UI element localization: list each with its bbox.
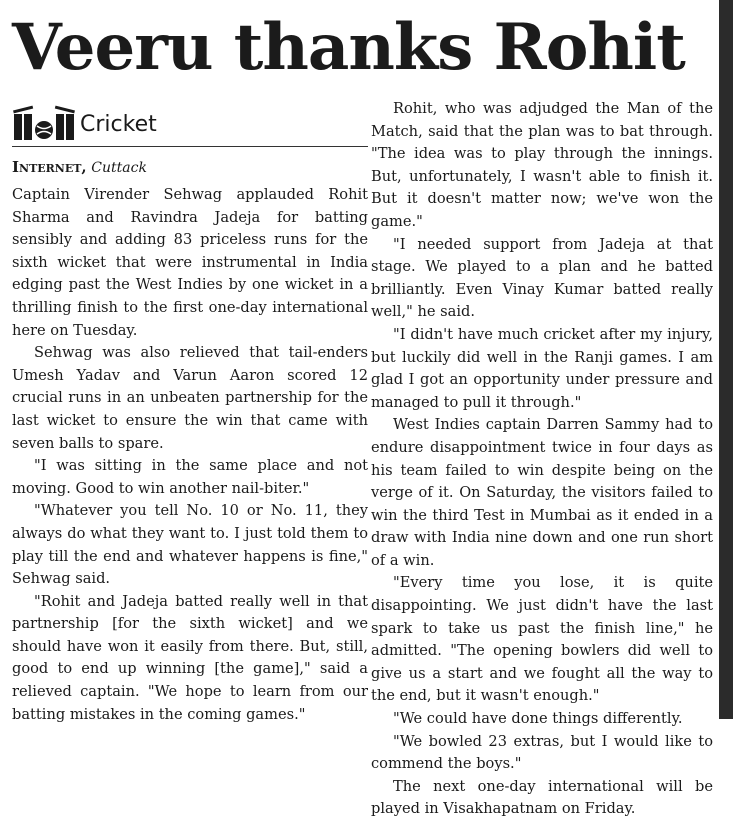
paragraph: "We bowled 23 extras, but I would like to commend the boys." <box>371 732 713 773</box>
paragraph: West Indies captain Darren Sammy had to endure disappointment twice in four days as his team failed to win despite being on the verge of it. On Saturday, the visitors failed to win the third Test in Mumbai as it ended in a draw with India nine down and one run short of a win. <box>371 416 713 569</box>
paragraph: "Whatever you tell No. 10 or No. 11, they always do what they want to. I just told them to play till the end and whatever happens is fine," Sehwag said. <box>12 502 368 588</box>
paragraph: Sehwag was also relieved that tail-enders Umesh Yadav and Varun Aaron scored 12 crucial runs in an unbeaten partnership for the last wicket to ensure the win that came with seven balls to spare. <box>12 344 368 452</box>
paragraph: "Every time you lose, it is quite disappointing. We just didn't have the last spark to take us past the finish line," he admitted. "The opening bowlers did well to give us a start and we fought all the way to the end, but it wasn't enough." <box>371 574 713 705</box>
section-rule <box>12 146 368 147</box>
paragraph: Captain Virender Sehwag applauded Rohit Sharma and Ravindra Jadeja for batting sensibly and adding 83 priceless runs for the sixth wicket that were instrumental in India edging past the West Indies by one wicket in a thrilling finish to the first one-day international here on Tuesday. <box>12 186 368 339</box>
dateline <box>12 155 368 180</box>
paragraph: "Rohit and Jadeja batted really well in that partnership [for the sixth wicket] and we should have won it easily from there. But, still, good to end up winning [the game]," said a relieved captain. "We hope to learn from our batting mistakes in the coming games." <box>12 592 368 723</box>
paragraph: Rohit, who was adjudged the Man of the Match, said that the plan was to bat through. "The idea was to play through the innings. But, unfortunately, I wasn't able to finish it. But it doesn't matter now; we've won the game." <box>371 100 713 230</box>
paragraph: The next one-day international will be played in Visakhapatnam on Friday. <box>371 777 713 818</box>
paragraph: "I didn't have much cricket after my injury, but luckily did well in the Ranji games. I am glad I got an opportunity under pressure and managed to pull it through." <box>371 325 713 411</box>
right-column <box>371 98 713 821</box>
dateline-place: Cuttack <box>91 160 147 176</box>
cricket-stumps-ball-icon <box>12 100 78 140</box>
dateline-source: Internet, <box>12 158 87 176</box>
paragraph: "I was sitting in the same place and not moving. Good to win another nail-biter." <box>12 457 368 497</box>
page-edge-shadow <box>719 0 733 719</box>
paragraph: "I needed support from Jadeja at that stage. We played to a plan and he batted brilliantly. Even Vinay Kumar batted really well," he said. <box>371 235 713 321</box>
section-label: Cricket <box>80 112 157 137</box>
section-kicker <box>12 98 368 140</box>
left-column <box>12 98 368 726</box>
paragraph: "We could have done things differently. <box>393 710 683 728</box>
headline: Veeru thanks Rohit <box>12 10 685 85</box>
